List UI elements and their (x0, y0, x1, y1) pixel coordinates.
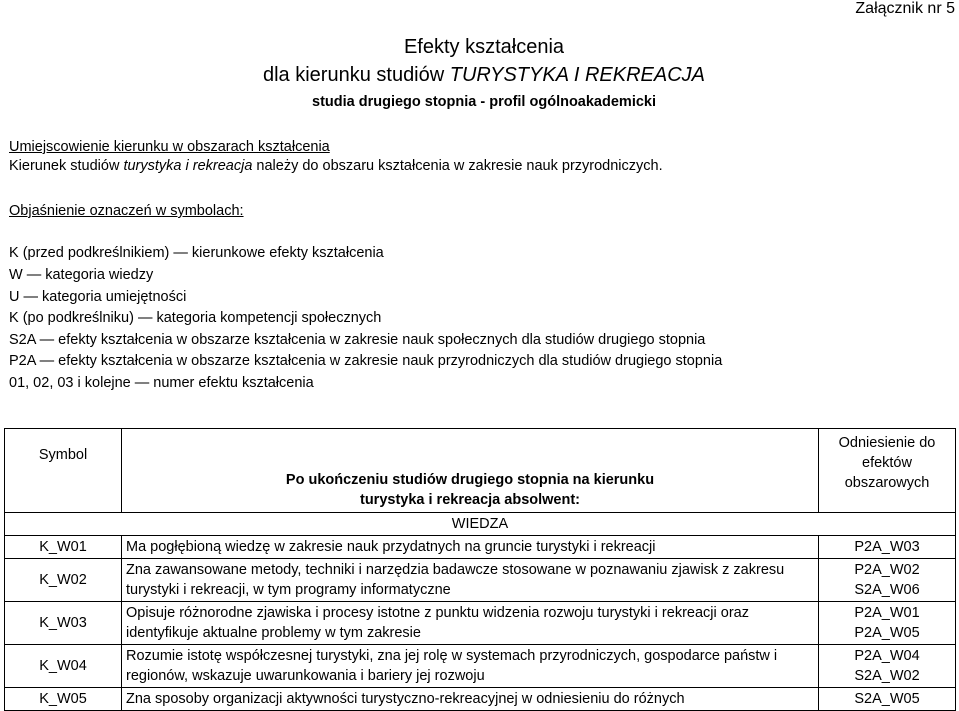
row-symbol: K_W05 (5, 688, 122, 711)
location-suffix: należy do obszaru kształcenia w zakresie nauk przyrodniczych. (252, 158, 663, 174)
document-title: Efekty kształcenia (403, 36, 565, 58)
location-heading: Umiejscowienie kierunku w obszarach kształcenia (9, 139, 330, 155)
legend-item: W — kategoria wiedzy (9, 267, 154, 283)
legend-item: P2A — efekty kształcenia w obszarze kształcenia w zakresie nauk przyrodniczych dla studiów drugiego stopnia (9, 353, 723, 369)
legend-item: 01, 02, 03 i kolejne — numer efektu kształcenia (9, 375, 314, 391)
row-symbol: K_W01 (5, 536, 122, 559)
location-text (9, 158, 663, 174)
header-description-line2: turystyka i rekreacja absolwent: (359, 492, 581, 508)
reference-code: P2A_W04 (854, 648, 920, 664)
row-reference (819, 645, 956, 688)
reference-code: P2A_W05 (854, 625, 920, 641)
table-row (5, 645, 956, 688)
table-row (5, 559, 956, 602)
row-symbol: K_W04 (5, 645, 122, 688)
row-reference: S2A_W05 (819, 688, 956, 711)
header-description-line1: Po ukończeniu studiów drugiego stopnia na kierunku (285, 472, 655, 488)
subtitle-field-name: TURYSTYKA I REKREACJA (449, 64, 705, 86)
table-row (5, 536, 956, 559)
legend-item: K (przed podkreślnikiem) — kierunkowe efekty kształcenia (9, 245, 384, 261)
table-row (5, 688, 956, 711)
legend-item: K (po podkreślniku) — kategoria kompetencji społecznych (9, 310, 382, 326)
reference-code: P2A_W01 (854, 605, 920, 621)
table-row (5, 602, 956, 645)
row-description: Ma pogłębioną wiedzę w zakresie nauk przydatnych na gruncie turystyki i rekreacji (122, 536, 819, 559)
header-description (122, 429, 819, 513)
header-reference: Odniesienie do efektów obszarowych (819, 429, 956, 513)
row-reference: P2A_W03 (819, 536, 956, 559)
reference-code: S2A_W02 (854, 668, 920, 684)
section-row (5, 513, 956, 536)
subtitle-prefix: dla kierunku studiów (262, 64, 450, 86)
row-description: Zna sposoby organizacji aktywności turystyczno-rekreacyjnej w odniesieniu do różnych (122, 688, 819, 711)
row-description: Opisuje różnorodne zjawiska i procesy istotne z punktu widzenia rozwoju turystyki i rekreacji oraz identyfikuje aktualne problemy w tym zakresie (122, 602, 819, 645)
location-prefix: Kierunek studiów (9, 158, 124, 174)
table-header-row (5, 429, 956, 513)
legend-heading: Objaśnienie oznaczeń w symbolach: (9, 203, 244, 219)
study-level: studia drugiego stopnia - profil ogólnoakademicki (312, 94, 656, 110)
reference-code: S2A_W06 (854, 582, 920, 598)
reference-code: P2A_W02 (854, 562, 920, 578)
row-reference (819, 602, 956, 645)
legend-item: U — kategoria umiejętności (9, 289, 187, 305)
header-symbol: Symbol (5, 429, 122, 513)
row-symbol: K_W02 (5, 559, 122, 602)
section-label: WIEDZA (5, 513, 956, 536)
location-field: turystyka i rekreacja (123, 158, 253, 174)
document-subtitle (0, 64, 959, 87)
legend-item: S2A — efekty kształcenia w obszarze kształcenia w zakresie nauk społecznych dla studiów drugiego stopnia (9, 332, 706, 348)
row-reference (819, 559, 956, 602)
row-symbol: K_W03 (5, 602, 122, 645)
row-description: Zna zawansowane metody, techniki i narzędzia badawcze stosowane w poznawaniu zjawisk z zakresu turystyki i rekreacji, w tym programy informatyczne (122, 559, 819, 602)
row-description: Rozumie istotę współczesnej turystyki, zna jej rolę w systemach przyrodniczych, gospodarce państw i regionów, wskazuje uwarunkowania i bariery jej rozwoju (122, 645, 819, 688)
annex-label: Załącznik nr 5 (855, 0, 955, 17)
learning-outcomes-table (4, 428, 956, 711)
